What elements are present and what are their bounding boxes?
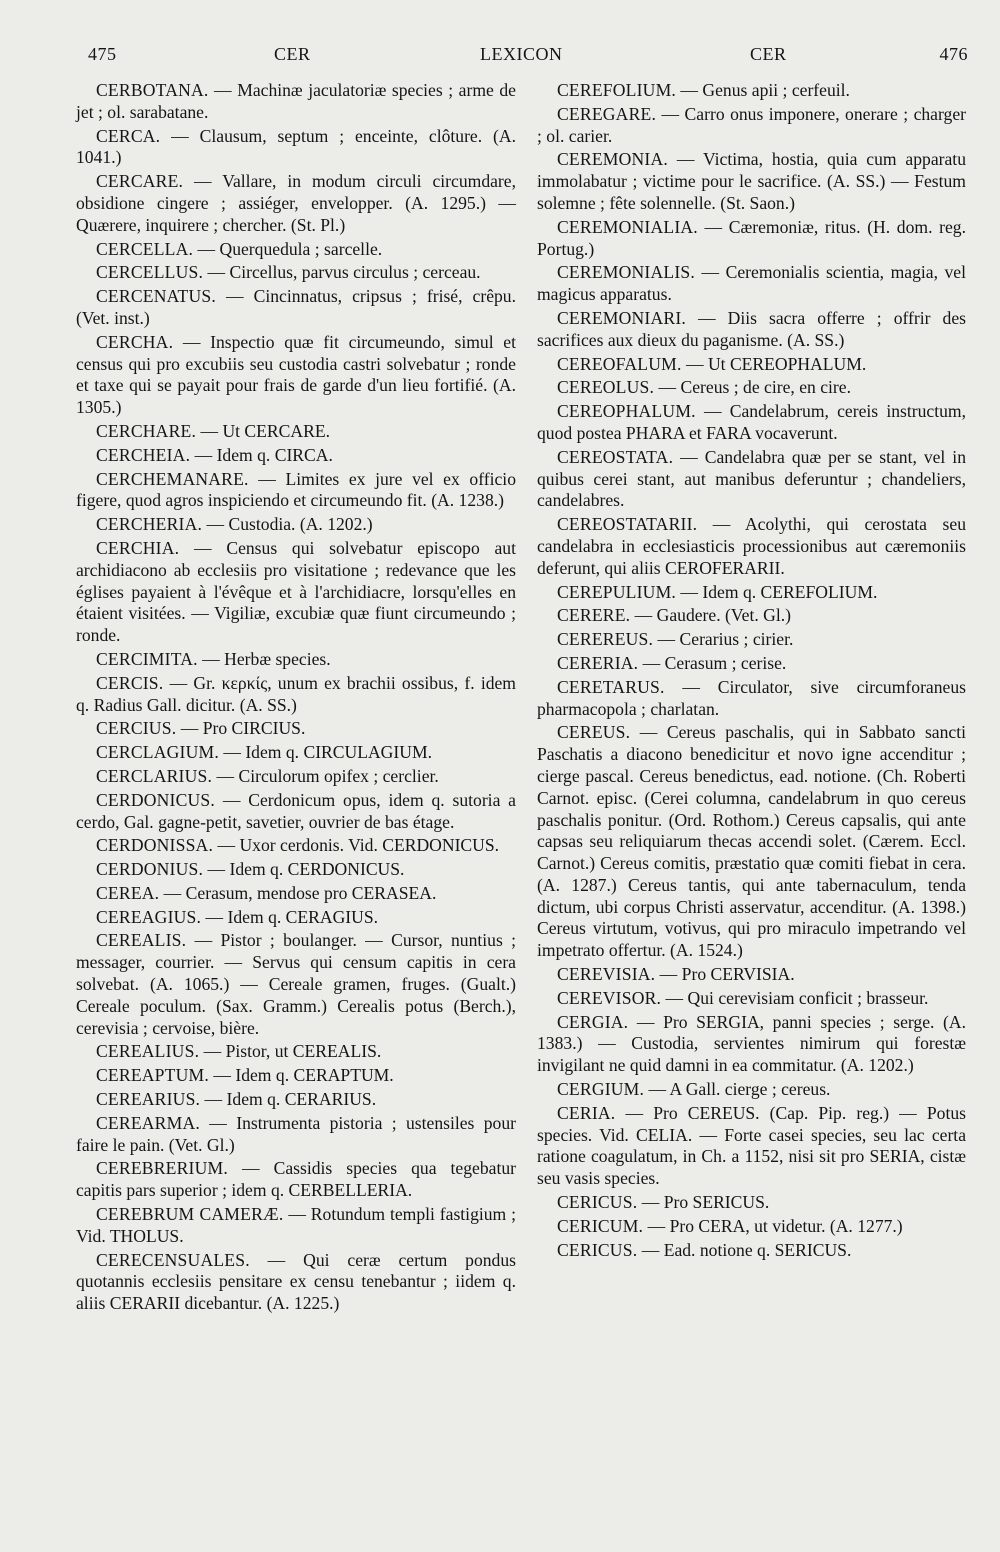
entry-definition: — Gaudere. (Vet. Gl.) — [630, 605, 791, 626]
entry-definition: — Pistor ; boulanger. — Cursor, nuntius ; messager, courrier. — Servus qui censum capitis in cera solvebat. (A. 1065.) — Cereale gramen, fruges. (Gualt.) Cereale poculum. (Sax. Gramm.) Cerealis potus (Berch.), cerevisia ; cervoise, bière. — [76, 930, 516, 1038]
entry-headword: CERCA. — [96, 125, 161, 146]
dictionary-entry — [76, 766, 516, 788]
entry-headword: CEREOLUS. — [557, 377, 655, 398]
entry-definition: — Querquedula ; sarcelle. — [193, 238, 383, 259]
entry-headword: CEREOFALUM. — [557, 353, 682, 374]
entry-headword: CERBOTANA. — [96, 80, 209, 100]
dictionary-entry — [537, 1103, 966, 1190]
dictionary-entry — [76, 126, 516, 170]
entry-definition: — Qui ceræ certum pondus quotannis ecclesiis pensitare ex censu tenebantur ; iidem q. aliis CERARII dicebantur. (A. 1225.) — [76, 1249, 516, 1314]
entry-definition: — Cæremoniæ, ritus. (H. dom. reg. Portug.) — [537, 216, 966, 259]
dictionary-entry — [537, 377, 966, 399]
dictionary-entry — [76, 1041, 516, 1063]
dictionary-entry — [537, 677, 966, 721]
entry-headword: CEREUS. — [557, 722, 631, 743]
dictionary-entry — [76, 80, 516, 124]
dictionary-entry — [76, 742, 516, 764]
entry-definition: — Cereus paschalis, qui in Sabbato sancti Paschatis a diacono benedicitur et novo igne accenditur ; cierge pascal. Cereus benedictus, ead. notione. (Ch. Roberti Carnot. episc. (Cerei columna, candelabrum in quo cereus paschalis ponitur. (Ord. Rothom.) Cereus capsalis, qui ante capsas seu reliquiarum thecas accendi solet. (Cærem. Eccl. Carnot.) Cereus comitis, præstatio quæ comiti fiebat in cera. (A. 1287.) Cereus tantis, qui ante tabernaculum, tenda dictum, ubi corpus Christi asservatur, accenditur. (A. 1398.) Cereus virtutum, votivus, qui pro miraculo impetrando vel impetrato offertur. (A. 1524.) — [537, 722, 966, 961]
dictionary-entry — [76, 718, 516, 740]
dictionary-entry — [76, 1250, 516, 1315]
entry-definition: — Cerasum, mendose pro CERASEA. — [159, 882, 437, 903]
entry-definition: — Ut CEREOPHALUM. — [681, 353, 867, 374]
entry-definition: — Cerasum ; cerise. — [638, 652, 787, 673]
entry-definition: — Vallare, in modum circuli circumdare, obsidione cingere ; assiéger, envelopper. (A. 1295.) — Quærere, inquirere ; chercher. (St. Pl.) — [76, 171, 516, 235]
entry-definition: — Pro CEREUS. (Cap. Pip. reg.) — Potus species. Vid. CELIA. — Forte casei species, seu lac certa ratione coagulatum, in Ch. a 1152, nisi sit pro SERIA, cistæ seu vasis species. — [537, 1102, 966, 1189]
entry-headword: CEREGARE. — [557, 103, 657, 124]
entry-definition: — Cerdonicum opus, idem q. sutoria a cerdo, Gal. gagne-petit, savetier, ouvrier de bas étage. — [76, 789, 516, 832]
entry-headword: CERCARE. — [96, 171, 184, 192]
entry-headword: CERDONIUS. — [96, 859, 204, 880]
entry-headword: CERGIUM. — [557, 1079, 645, 1100]
dictionary-entry — [537, 217, 966, 261]
dictionary-entry — [76, 239, 516, 261]
entry-headword: CERCENATUS. — [96, 286, 216, 307]
entry-definition: — Idem q. CERAPTUM. — [208, 1065, 394, 1086]
left-column — [76, 80, 516, 1317]
entry-headword: CEREMONIALIA. — [557, 216, 698, 237]
dictionary-entry — [537, 149, 966, 214]
entry-headword: CERERIA. — [557, 652, 639, 673]
entry-definition: — Cincinnatus, cripsus ; frisé, crêpu. (Vet. inst.) — [76, 286, 516, 328]
dictionary-entry — [76, 538, 516, 647]
dictionary-entry — [537, 1240, 966, 1262]
entry-headword: CERCLARIUS. — [96, 765, 213, 786]
dictionary-entry — [537, 308, 966, 352]
dictionary-entry — [537, 262, 966, 306]
dictionary-entry — [76, 907, 516, 929]
dictionary-entry — [537, 964, 966, 986]
entry-headword: CEREMONIA. — [557, 149, 668, 170]
dictionary-entry — [76, 445, 516, 467]
entry-definition: — Ut CERCARE. — [196, 420, 330, 441]
dictionary-entry — [537, 653, 966, 675]
entry-definition: — Machinæ jaculatoriæ species ; arme de jet ; ol. sarabatane. — [76, 80, 516, 122]
entry-definition: — Pro CERA, ut videtur. (A. 1277.) — [643, 1215, 903, 1236]
entry-definition: — Victima, hostia, quia cum apparatu immolabatur ; victime pour le sacrifice. (A. SS.) — Festum solemne ; fête solennelle. (St. Saon.) — [537, 149, 966, 213]
dictionary-entry — [537, 1079, 966, 1101]
entry-headword: CERETARUS. — [557, 676, 665, 697]
entry-headword: CEREBRUM CAMERÆ. — [96, 1204, 284, 1225]
dictionary-entry — [76, 1204, 516, 1248]
entry-headword: CEREARMA. — [96, 1112, 200, 1133]
entry-definition: — Pro SERICUS. — [637, 1192, 770, 1213]
dictionary-entry — [76, 262, 516, 284]
entry-headword: CERCIUS. — [96, 718, 177, 739]
entry-definition: — Pistor, ut CEREALIS. — [199, 1041, 382, 1062]
dictionary-entry — [76, 171, 516, 236]
entry-headword: CERDONISSA. — [96, 835, 214, 856]
entry-definition: — Pro CIRCIUS. — [176, 718, 306, 739]
dictionary-entry — [76, 1065, 516, 1087]
right-column — [537, 80, 966, 1263]
entry-headword: CERCIS. — [96, 672, 164, 693]
entry-headword: CEREOSTATA. — [557, 446, 674, 467]
entry-headword: CEREREUS. — [557, 629, 654, 650]
dictionary-entry — [537, 104, 966, 148]
dictionary-entry — [537, 514, 966, 579]
entry-headword: CEREVISIA. — [557, 964, 656, 985]
entry-definition: — Idem q. CIRCA. — [190, 444, 333, 465]
entry-definition: — Circulorum opifex ; cerclier. — [212, 765, 439, 786]
entry-headword: CERIA. — [557, 1102, 616, 1123]
entry-headword: CERCHARE. — [96, 420, 197, 441]
dictionary-entry — [76, 673, 516, 717]
entry-headword: CERCHA. — [96, 331, 174, 352]
dictionary-entry — [76, 286, 516, 330]
entry-headword: CERICUS. — [557, 1239, 638, 1260]
entry-definition: — Cereus ; de cire, en cire. — [654, 377, 851, 398]
entry-headword: CEREOPHALUM. — [557, 401, 696, 422]
entry-headword: CERECENSUALES. — [96, 1249, 250, 1270]
entry-headword: CERICUM. — [557, 1215, 644, 1236]
entry-definition: — Idem q. CERAGIUS. — [201, 906, 379, 927]
entry-headword: CEREAGIUS. — [96, 906, 202, 927]
entry-definition: — Census qui solvebatur episcopo aut archidiacono ab ecclesiis pro visitatione ; redevance que les églises payaient à l'évêque et à l'archidiacre, lorsqu'elles en étaient visitées. — Vigiliæ, excubiæ quæ fiunt circumeundo ; ronde. — [76, 537, 516, 646]
right-guide-word: CER — [750, 44, 787, 64]
dictionary-entry — [537, 447, 966, 512]
entry-headword: CEREARIUS. — [96, 1089, 201, 1110]
dictionary-entry — [76, 332, 516, 419]
entry-definition: — Idem q. CIRCULAGIUM. — [218, 742, 432, 763]
entry-definition: — Pro CERVISIA. — [655, 964, 795, 985]
entry-definition: — Genus apii ; cerfeuil. — [676, 80, 850, 100]
dictionary-entry — [76, 790, 516, 834]
entry-headword: CEREALIUS. — [96, 1041, 200, 1062]
entry-headword: CERCHIA. — [96, 537, 180, 558]
dictionary-entry — [537, 582, 966, 604]
entry-headword: CERCHEMANARE. — [96, 468, 249, 489]
dictionary-entry — [76, 469, 516, 513]
dictionary-entry — [537, 605, 966, 627]
entry-definition: — Circulator, sive circumforaneus pharmacopola ; charlatan. — [537, 676, 966, 719]
entry-definition: — Instrumenta pistoria ; ustensiles pour faire le pain. (Vet. Gl.) — [76, 1112, 516, 1155]
entry-headword: CERGIA. — [557, 1011, 629, 1032]
entry-headword: CERCELLUS. — [96, 262, 204, 283]
entry-definition: — Qui cerevisiam conficit ; brasseur. — [661, 987, 929, 1008]
dictionary-entry — [76, 514, 516, 536]
entry-headword: CEREVISOR. — [557, 987, 662, 1008]
dictionary-entry — [537, 1192, 966, 1214]
entry-headword: CERCLAGIUM. — [96, 742, 219, 763]
dictionary-entry — [76, 859, 516, 881]
entry-definition: — Limites ex jure vel ex officio figere, quod agros inspiciendo et circumeundo fit. (A. 1238.) — [76, 468, 516, 511]
dictionary-entry — [76, 649, 516, 671]
entry-definition: — Idem q. CERDONICUS. — [203, 859, 405, 880]
entry-definition: — Ead. notione q. SERICUS. — [637, 1239, 852, 1260]
dictionary-entry — [537, 401, 966, 445]
entry-definition: — Cerarius ; cirier. — [653, 629, 794, 650]
dictionary-entry — [537, 722, 966, 962]
running-header — [88, 44, 968, 70]
entry-definition: — Clausum, septum ; enceinte, clôture. (A. 1041.) — [76, 125, 516, 168]
dictionary-entry — [76, 930, 516, 1039]
right-page-number: 476 — [939, 44, 968, 64]
dictionary-entry — [537, 354, 966, 376]
running-title: LEXICON — [480, 44, 563, 64]
entry-headword: CEREA. — [96, 882, 160, 903]
entry-headword: CERCELLA. — [96, 238, 194, 259]
entry-definition: — Pro SERGIA, panni species ; serge. (A. 1383.) — Custodia, servientes nimirum qui forestæ invigilant ne quid damni in ea commitatur. (A. 1202.) — [537, 1011, 966, 1076]
dictionary-entry — [76, 835, 516, 857]
entry-headword: CEREMONIARI. — [557, 307, 686, 328]
entry-definition: — A Gall. cierge ; cereus. — [644, 1079, 831, 1100]
entry-definition: — Acolythi, qui cerostata seu candelabra in ecclesiasticis processionibus aut cæremoniis deferunt, qui aliis CEROFERARII. — [537, 514, 966, 578]
entry-definition: — Inspectio quæ fit circumeundo, simul et census qui pro excubiis seu custodia castri solvebatur ; ronde et taxe qui se payait pour frais de garde d'un lieu fortifié. (A. 1305.) — [76, 331, 516, 418]
entry-definition: — Custodia. (A. 1202.) — [202, 514, 373, 535]
entry-headword: CERCHEIA. — [96, 444, 191, 465]
dictionary-entry — [76, 421, 516, 443]
entry-headword: CERERE. — [557, 605, 631, 626]
entry-headword: CERCHERIA. — [96, 514, 203, 535]
entry-definition: — Cassidis species qua tegebatur capitis pars superior ; idem q. CERBELLERIA. — [76, 1158, 516, 1201]
entry-headword: CERDONICUS. — [96, 789, 216, 810]
entry-definition: — Ceremonialis scientia, magia, vel magicus apparatus. — [537, 262, 966, 305]
entry-headword: CEREMONIALIS. — [557, 262, 695, 283]
dictionary-entry — [537, 1012, 966, 1077]
entry-headword: CEREOSTATARII. — [557, 514, 698, 535]
entry-headword: CERCIMITA. — [96, 648, 198, 669]
entry-headword: CERICUS. — [557, 1192, 638, 1213]
entry-definition: — Carro onus imponere, onerare ; charger ; ol. carier. — [537, 103, 966, 146]
dictionary-entry — [76, 1113, 516, 1157]
entry-definition: — Idem q. CEREFOLIUM. — [676, 581, 878, 602]
left-guide-word: CER — [274, 44, 311, 64]
entry-definition: — Candelabra quæ per se stant, vel in quibus cerei stant, aut manibus deferuntur ; chandeliers, candelabres. — [537, 446, 966, 511]
left-page-number: 475 — [88, 44, 117, 64]
entry-headword: CEREALIS. — [96, 930, 187, 951]
dictionary-entry — [76, 1158, 516, 1202]
dictionary-entry — [76, 883, 516, 905]
entry-definition: — Candelabrum, cereis instructum, quod postea PHARA et FARA vocaverunt. — [537, 401, 966, 443]
entry-definition: — Rotundum templi fastigium ; Vid. THOLUS. — [76, 1204, 516, 1246]
dictionary-entry — [537, 988, 966, 1010]
dictionary-entry — [537, 80, 966, 102]
entry-definition: — Circellus, parvus circulus ; cerceau. — [203, 262, 481, 283]
entry-definition: — Idem q. CERARIUS. — [200, 1089, 377, 1110]
dictionary-entry — [76, 1089, 516, 1111]
entry-definition: — Herbæ species. — [197, 648, 331, 669]
entry-headword: CEREPULIUM. — [557, 581, 677, 602]
entry-headword: CEREFOLIUM. — [557, 80, 677, 100]
entry-definition: — Gr. κερκίς, unum ex brachii ossibus, f. idem q. Radius Gall. dicitur. (A. SS.) — [76, 672, 516, 715]
entry-definition: — Uxor cerdonis. Vid. CERDONICUS. — [213, 835, 500, 856]
dictionary-entry — [537, 1216, 966, 1238]
dictionary-entry — [537, 629, 966, 651]
entry-headword: CEREAPTUM. — [96, 1065, 209, 1086]
entry-definition: — Diis sacra offerre ; offrir des sacrifices aux dieux du paganisme. (A. SS.) — [537, 307, 966, 350]
entry-headword: CEREBRERIUM. — [96, 1158, 228, 1179]
